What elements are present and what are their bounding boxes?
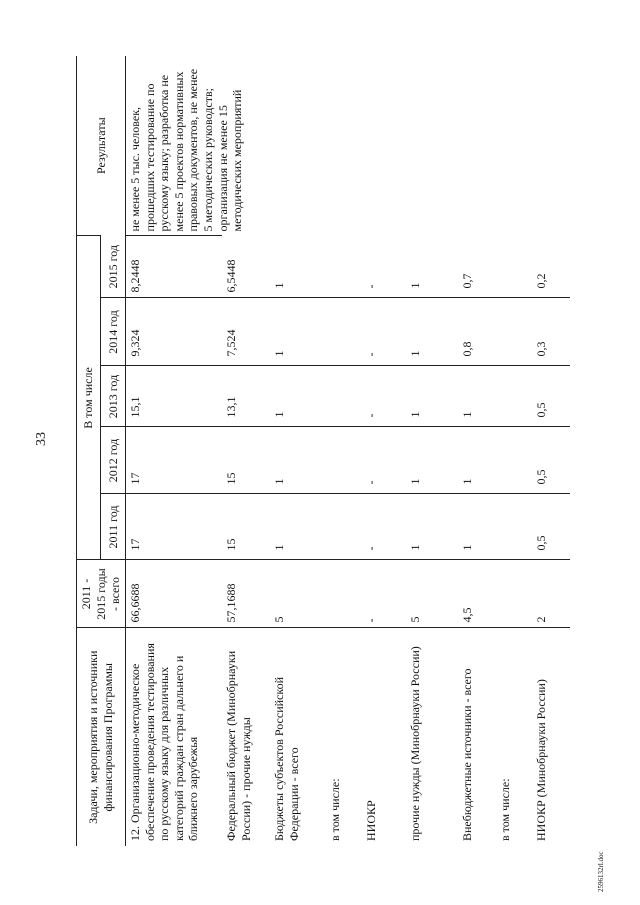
row-task: Внебюджетные источники - всего	[458, 628, 496, 846]
row-2011	[326, 494, 362, 560]
header-results: Результаты	[77, 56, 126, 236]
row-task: в том числе:	[496, 628, 532, 846]
row-2015: 8,2448	[125, 236, 222, 298]
header-year-2013: 2013 год	[101, 366, 125, 427]
row-2012	[326, 427, 362, 494]
row-2013: 15,1	[125, 366, 222, 427]
row-2013: 0,5	[532, 366, 570, 427]
row-2014: 0,3	[532, 298, 570, 366]
row-2012	[496, 427, 532, 494]
row-2013	[326, 366, 362, 427]
table-row	[125, 56, 222, 846]
page-number: 33	[34, 432, 49, 446]
row-total: -	[362, 560, 406, 628]
row-2012: 1	[458, 427, 496, 494]
row-result: не менее 5 тыс. человек, прошедших тестирование по русскому языку; разработка не менее 5 проектов нормативных правовых документов, не менее 5 методических руководств; организация не менее 15 методических мероприятий	[127, 68, 245, 232]
header-task: Задачи, мероприятия и источники финансирования Программы	[77, 628, 126, 846]
table-header	[77, 56, 126, 846]
row-2011	[496, 494, 532, 560]
row-task: НИОКР	[362, 628, 406, 846]
row-total: 66,6688	[125, 560, 222, 628]
table-body	[125, 56, 570, 846]
row-2014: 9,324	[125, 298, 222, 366]
row-2014: 0,8	[458, 298, 496, 366]
header-including: В том числе	[77, 236, 101, 560]
row-2013: 1	[458, 366, 496, 427]
row-2015: 6,5448	[223, 259, 238, 293]
row-2013: 1	[406, 366, 458, 427]
row-2013: -	[362, 366, 406, 427]
row-2015: 1	[271, 282, 286, 289]
row-2014: 1	[270, 298, 326, 366]
row-2014: 7,524	[222, 298, 270, 366]
row-task: прочие нужды (Минобрнауки России)	[406, 628, 458, 846]
row-2012: 1	[270, 427, 326, 494]
row-task: в том числе:	[326, 628, 362, 846]
row-total: 5	[270, 560, 326, 628]
row-task: Бюджеты субъектов Российской Федерации - всего	[270, 628, 326, 846]
funding-table-frame	[76, 56, 596, 846]
row-task: 12. Организационно-методическое обеспечение проведения тестирования по русскому языку для различных категорий граждан стран дальнего и ближнего зарубежья	[125, 628, 222, 846]
row-task: НИОКР (Минобрнауки России)	[532, 628, 570, 846]
header-total: 2011 - 2015 годы - всего	[77, 560, 126, 628]
row-total: 2	[532, 560, 570, 628]
row-2014	[496, 298, 532, 366]
header-year-2012: 2012 год	[101, 427, 125, 494]
row-total: 5	[406, 560, 458, 628]
row-2011: 1	[458, 494, 496, 560]
row-2011: 1	[270, 494, 326, 560]
row-total	[326, 560, 362, 628]
funding-table	[76, 56, 570, 846]
document-footer: 2596132rl.doc	[597, 851, 605, 892]
header-year-2014: 2014 год	[101, 298, 125, 366]
row-2012: 0,5	[532, 427, 570, 494]
row-2015	[326, 236, 362, 298]
row-2013: 1	[270, 366, 326, 427]
row-2014: -	[362, 298, 406, 366]
header-year-2011: 2011 год	[101, 494, 125, 560]
header-year-2015: 2015 год	[101, 236, 125, 298]
row-total	[496, 560, 532, 628]
row-2013: 13,1	[222, 366, 270, 427]
row-2012: 1	[406, 427, 458, 494]
row-2012: -	[362, 427, 406, 494]
row-2011: 1	[406, 494, 458, 560]
row-2015	[496, 236, 532, 298]
row-total: 57,1688	[222, 560, 270, 628]
row-2011: 0,5	[532, 494, 570, 560]
row-2014	[326, 298, 362, 366]
row-2015: 0,7	[459, 273, 474, 289]
row-2015: 1	[407, 282, 422, 289]
row-2011: 15	[222, 494, 270, 560]
row-task: Федеральный бюджет (Минобрнауки России) - прочие нужды	[222, 628, 270, 846]
row-2011: 17	[125, 494, 222, 560]
row-2015: -	[363, 284, 378, 289]
row-2015: 0,2	[533, 273, 548, 289]
row-2013	[496, 366, 532, 427]
row-2012: 17	[125, 427, 222, 494]
row-2011: -	[362, 494, 406, 560]
row-2012: 15	[222, 427, 270, 494]
row-2014: 1	[406, 298, 458, 366]
row-total: 4,5	[458, 560, 496, 628]
